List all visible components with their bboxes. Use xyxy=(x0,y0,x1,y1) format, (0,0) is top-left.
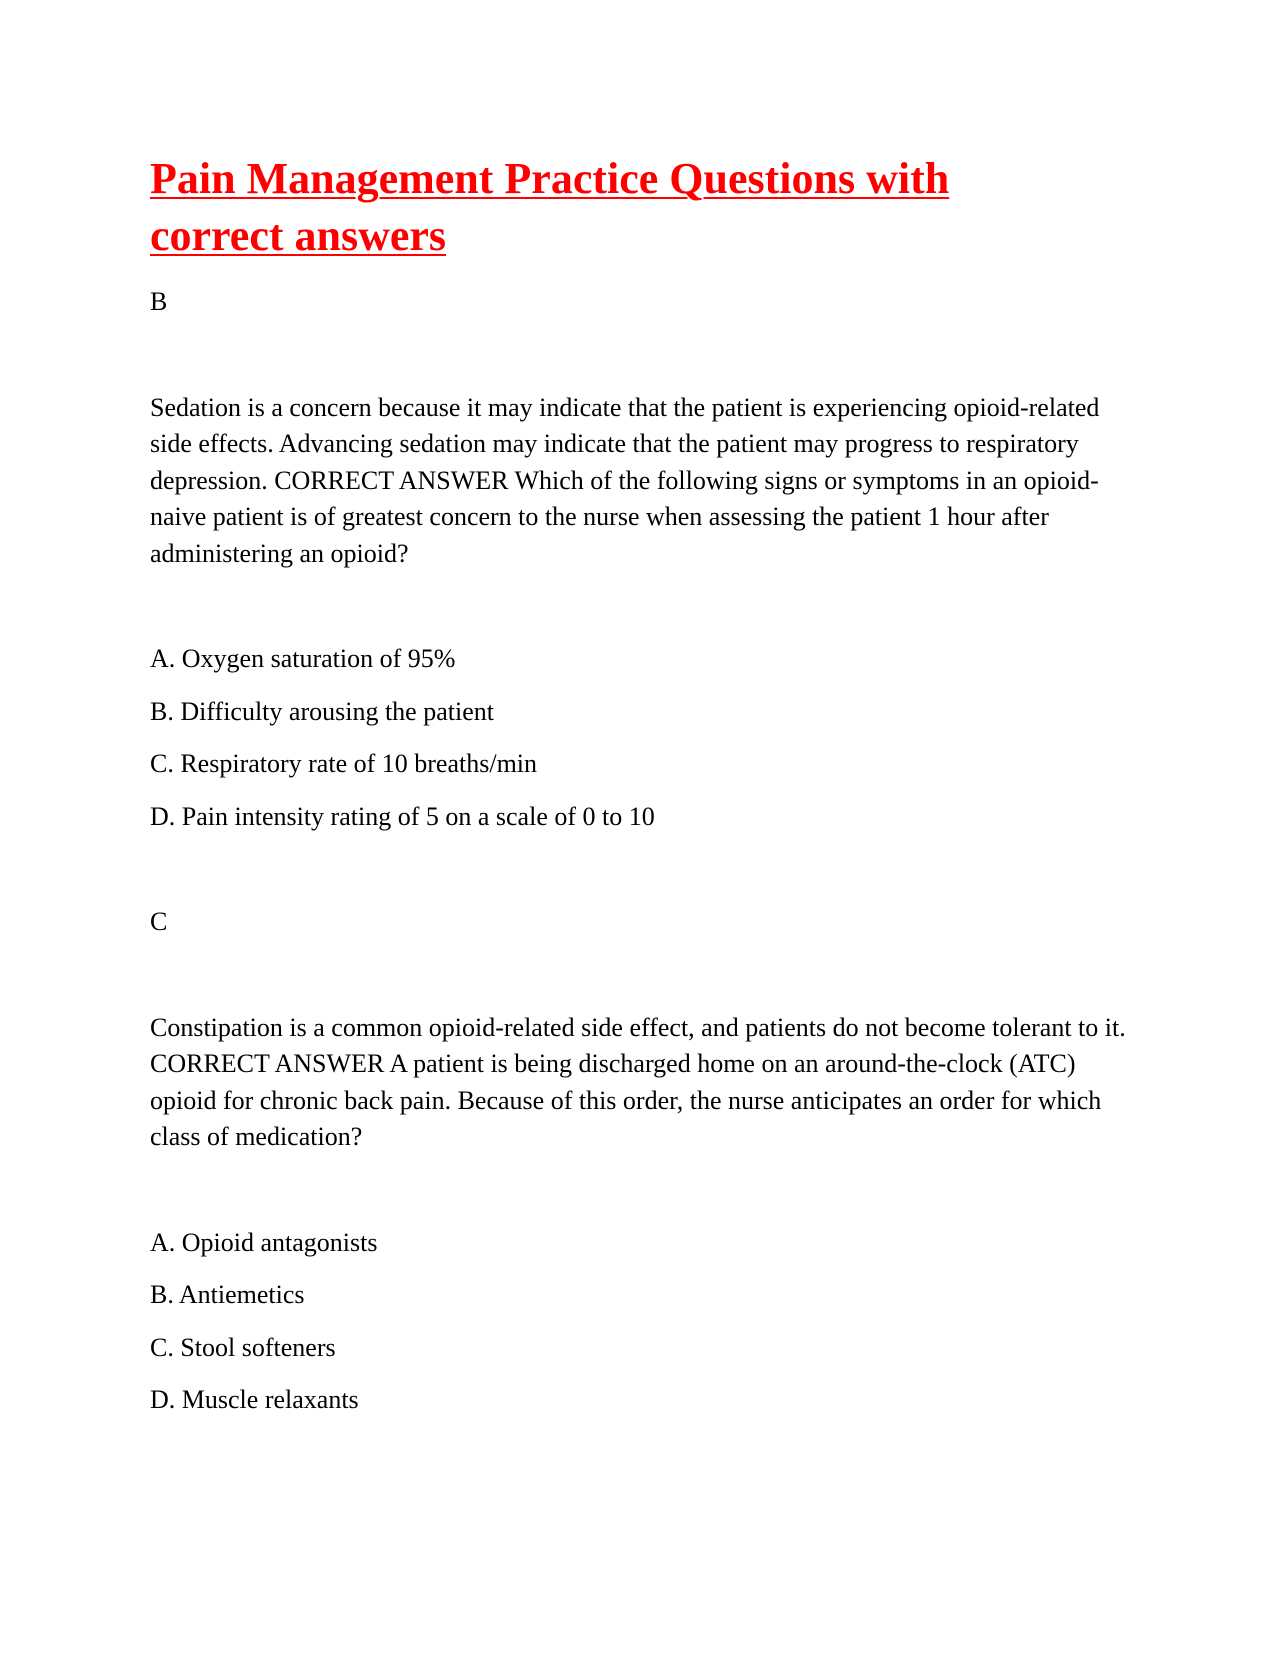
option-a: A. Opioid antagonists xyxy=(150,1227,378,1257)
option-b: B. Antiemetics xyxy=(150,1280,305,1309)
option-a: A. Oxygen saturation of 95% xyxy=(150,644,456,673)
answer-letter: C xyxy=(150,907,168,936)
question-block-2 xyxy=(150,904,1130,1419)
document-page xyxy=(150,150,1130,1435)
option-c: C. Respiratory rate of 10 breaths/min xyxy=(150,749,538,778)
options-list xyxy=(150,1225,1130,1419)
answer-letter: B xyxy=(150,287,168,316)
options-list xyxy=(150,641,1130,835)
question-text: Constipation is a common opioid-related side effect, and patients do not become tolerant to it. CORRECT ANSWER A patient is being discharged home on an around-the-clock (ATC) opioid for chronic back pain. Because of this order, the nurse anticipates an order for which class of medication? xyxy=(150,1012,1126,1151)
document-title: Pain Management Practice Questions with correct answers xyxy=(150,154,950,260)
question-block-1 xyxy=(150,284,1130,835)
question-text: Sedation is a concern because it may indicate that the patient is experiencing opioid-related side effects. Advancing sedation may indicate that the patient may progress to respiratory depression. CORRECT ANSWER Which of the following signs or symptoms in an opioid-naive patient is of greatest concern to the nurse when assessing the patient 1 hour after administering an opioid? xyxy=(150,392,1100,568)
option-c: C. Stool softeners xyxy=(150,1332,336,1362)
option-d: D. Muscle relaxants xyxy=(150,1385,359,1414)
option-d: D. Pain intensity rating of 5 on a scale of 0 to 10 xyxy=(150,801,655,831)
option-b: B. Difficulty arousing the patient xyxy=(150,696,494,726)
